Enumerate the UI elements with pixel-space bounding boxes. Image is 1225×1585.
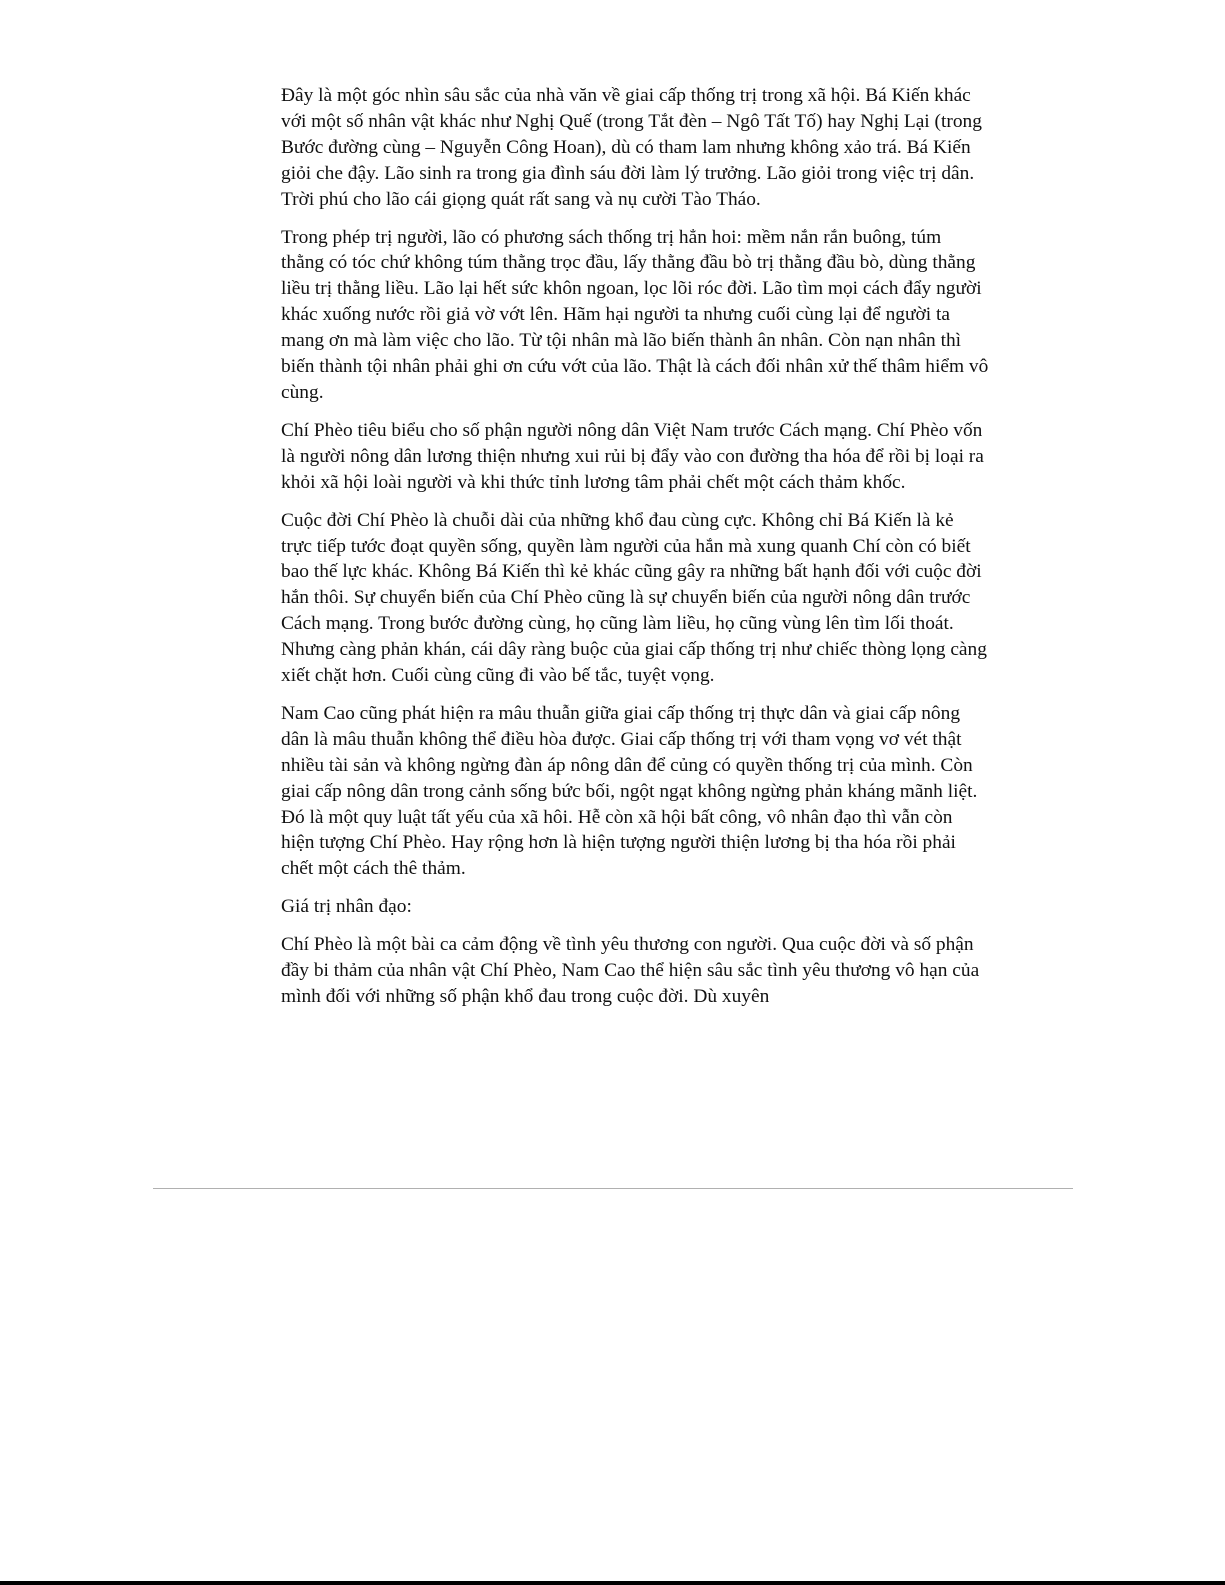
paragraph-ba-kien-intro: Đây là một góc nhìn sâu sắc của nhà văn về giai cấp thống trị trong xã hội. Bá Kiến khác với một số nhân vật khác như Nghị Quế (trong Tắt đèn – Ngô Tất Tố) hay Nghị Lại (trong Bước đường cùng – Nguyễn Công Hoan), dù có tham lam nhưng không xảo trá. Bá Kiến giỏi che đậy. Lão sinh ra trong gia đình sáu đời làm lý trưởng. Lão giỏi trong việc trị dân. Trời phú cho lão cái giọng quát rất sang và nụ cười Tào Tháo. [281, 85, 982, 210]
paragraph-chi-pheo-life: Cuộc đời Chí Phèo là chuỗi dài của những khổ đau cùng cực. Không chỉ Bá Kiến là kẻ trực tiếp tước đoạt quyền sống, quyền làm người của hắn mà xung quanh Chí còn có biết bao thế lực khác. Không Bá Kiến thì kẻ khác cũng gây ra những bất hạnh đối với cuộc đời hắn thôi. Sự chuyển biến của Chí Phèo cũng là sự chuyển biến của người nông dân trước Cách mạng. Trong bước đường cùng, họ cũng làm liều, họ cũng vùng lên tìm lối thoát. Nhưng càng phản khán, cái dây ràng buộc của giai cấp thống trị như chiếc thòng lọng càng xiết chặt hơn. Cuối cùng cũng đi vào bế tắc, tuyệt vọng. [281, 509, 987, 687]
paragraph-class-conflict: Nam Cao cũng phát hiện ra mâu thuẫn giữa giai cấp thống trị thực dân và giai cấp nông dân là mâu thuẫn không thể điều hòa được. Giai cấp thống trị với tham vọng vơ vét thật nhiều tài sản và không ngừng đàn áp nông dân để củng có quyền thống trị của mình. Còn giai cấp nông dân trong cảnh sống bức bối, ngột ngạt không ngừng phản kháng mãnh liệt. Đó là một quy luật tất yếu của xã hôi. Hễ còn xã hội bất công, vô nhân đạo thì vẫn còn hiện tượng Chí Phèo. Hay rộng hơn là hiện tượng người thiện lương bị tha hóa rồi phải chết một cách thê thảm. [281, 702, 978, 880]
page-divider [153, 1188, 1073, 1189]
paragraph-humanitarian-heading: Giá trị nhân đạo: [281, 896, 412, 918]
paragraph-ba-kien-methods: Trong phép trị người, lão có phương sách thống trị hẳn hoi: mềm nắn rắn buông, túm thằng có tóc chứ không túm thằng trọc đầu, lấy thằng đầu bò trị thằng đầu bò, dùng thằng liều trị thằng liều. Lão lại hết sức khôn ngoan, lọc lõi róc đời. Lão tìm mọi cách đẩy người khác xuống nước rồi giả vờ vớt lên. Hãm hại người ta nhưng cuối cùng lại để người ta mang ơn mà làm việc cho lão. Từ tội nhân mà lão biến thành ân nhân. Còn nạn nhân thì biến thành tội nhân phải ghi ơn cứu vớt của lão. Thật là cách đối nhân xử thế thâm hiểm vô cùng. [281, 226, 989, 403]
document-body [281, 83, 989, 1022]
bottom-edge [0, 1581, 1225, 1585]
paragraph-humanitarian-value: Chí Phèo là một bài ca cảm động về tình yêu thương con người. Qua cuộc đời và số phận đầy bi thảm của nhân vật Chí Phèo, Nam Cao thể hiện sâu sắc tình yêu thương vô hạn của mình đối với những số phận khổ đau trong cuộc đời. Dù xuyên [281, 934, 980, 1007]
paragraph-chi-pheo-fate: Chí Phèo tiêu biểu cho số phận người nông dân Việt Nam trước Cách mạng. Chí Phèo vốn là người nông dân lương thiện nhưng xui rủi bị đẩy vào con đường tha hóa để rồi bị loại ra khỏi xã hội loài người và khi thức tỉnh lương tâm phải chết một cách thảm khốc. [281, 419, 984, 493]
